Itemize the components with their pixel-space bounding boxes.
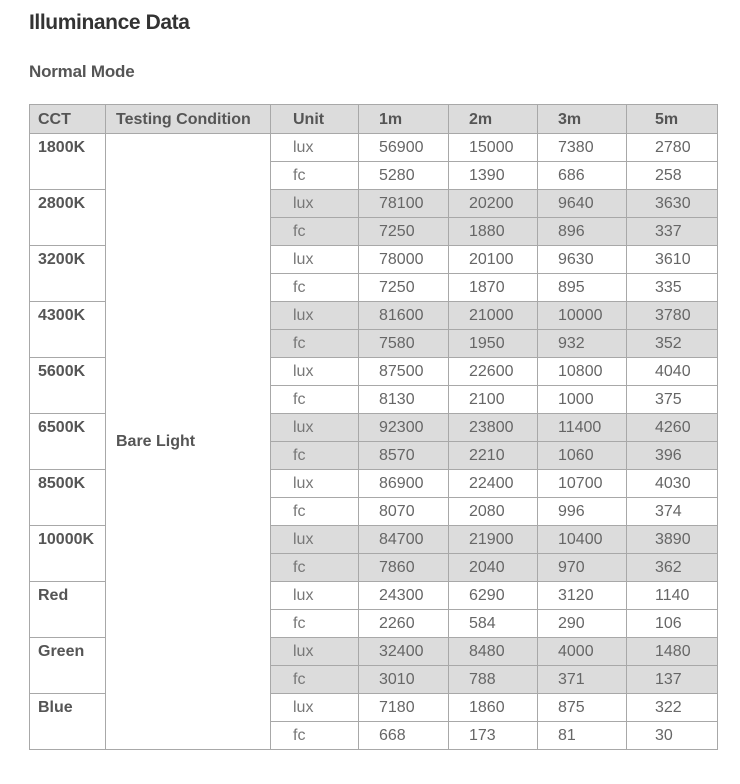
value-cell: 371 — [538, 666, 627, 694]
unit-cell: fc — [271, 274, 359, 302]
unit-cell: fc — [271, 722, 359, 750]
header-testing-condition: Testing Condition — [106, 105, 271, 134]
value-cell: 15000 — [449, 134, 538, 162]
value-cell: 335 — [627, 274, 718, 302]
value-cell: 20100 — [449, 246, 538, 274]
cct-cell: 1800K — [30, 134, 106, 190]
page-title: Illuminance Data — [29, 11, 190, 34]
value-cell: 584 — [449, 610, 538, 638]
cct-cell: 4300K — [30, 302, 106, 358]
value-cell: 106 — [627, 610, 718, 638]
unit-cell: fc — [271, 498, 359, 526]
value-cell: 22400 — [449, 470, 538, 498]
value-cell: 970 — [538, 554, 627, 582]
value-cell: 290 — [538, 610, 627, 638]
unit-cell: fc — [271, 610, 359, 638]
value-cell: 81600 — [359, 302, 449, 330]
value-cell: 258 — [627, 162, 718, 190]
header-5m: 5m — [627, 105, 718, 134]
cct-cell: Blue — [30, 694, 106, 750]
value-cell: 4040 — [627, 358, 718, 386]
value-cell: 3780 — [627, 302, 718, 330]
value-cell: 5280 — [359, 162, 449, 190]
value-cell: 996 — [538, 498, 627, 526]
value-cell: 875 — [538, 694, 627, 722]
cct-cell: Red — [30, 582, 106, 638]
value-cell: 32400 — [359, 638, 449, 666]
value-cell: 668 — [359, 722, 449, 750]
value-cell: 92300 — [359, 414, 449, 442]
unit-cell: fc — [271, 218, 359, 246]
value-cell: 2260 — [359, 610, 449, 638]
value-cell: 7250 — [359, 218, 449, 246]
value-cell: 1880 — [449, 218, 538, 246]
value-cell: 9640 — [538, 190, 627, 218]
value-cell: 362 — [627, 554, 718, 582]
value-cell: 1000 — [538, 386, 627, 414]
value-cell: 87500 — [359, 358, 449, 386]
value-cell: 7380 — [538, 134, 627, 162]
unit-cell: fc — [271, 554, 359, 582]
value-cell: 22600 — [449, 358, 538, 386]
value-cell: 3630 — [627, 190, 718, 218]
unit-cell: fc — [271, 666, 359, 694]
cct-cell: 5600K — [30, 358, 106, 414]
value-cell: 1140 — [627, 582, 718, 610]
value-cell: 352 — [627, 330, 718, 358]
value-cell: 1060 — [538, 442, 627, 470]
value-cell: 896 — [538, 218, 627, 246]
value-cell: 30 — [627, 722, 718, 750]
value-cell: 86900 — [359, 470, 449, 498]
unit-cell: lux — [271, 414, 359, 442]
cct-cell: 3200K — [30, 246, 106, 302]
value-cell: 337 — [627, 218, 718, 246]
unit-cell: fc — [271, 442, 359, 470]
value-cell: 23800 — [449, 414, 538, 442]
value-cell: 686 — [538, 162, 627, 190]
value-cell: 84700 — [359, 526, 449, 554]
unit-cell: lux — [271, 470, 359, 498]
value-cell: 7250 — [359, 274, 449, 302]
value-cell: 2780 — [627, 134, 718, 162]
value-cell: 3120 — [538, 582, 627, 610]
value-cell: 3610 — [627, 246, 718, 274]
value-cell: 81 — [538, 722, 627, 750]
cct-cell: 6500K — [30, 414, 106, 470]
value-cell: 20200 — [449, 190, 538, 218]
value-cell: 2210 — [449, 442, 538, 470]
cct-cell: Green — [30, 638, 106, 694]
unit-cell: lux — [271, 302, 359, 330]
unit-cell: fc — [271, 162, 359, 190]
value-cell: 1860 — [449, 694, 538, 722]
value-cell: 4000 — [538, 638, 627, 666]
value-cell: 1390 — [449, 162, 538, 190]
header-2m: 2m — [449, 105, 538, 134]
value-cell: 895 — [538, 274, 627, 302]
value-cell: 2080 — [449, 498, 538, 526]
value-cell: 10000 — [538, 302, 627, 330]
table-row — [30, 134, 718, 162]
value-cell: 1870 — [449, 274, 538, 302]
unit-cell: fc — [271, 330, 359, 358]
unit-cell: lux — [271, 134, 359, 162]
table-header-row — [30, 105, 718, 134]
unit-cell: lux — [271, 694, 359, 722]
value-cell: 3010 — [359, 666, 449, 694]
header-1m: 1m — [359, 105, 449, 134]
unit-cell: lux — [271, 190, 359, 218]
value-cell: 11400 — [538, 414, 627, 442]
value-cell: 375 — [627, 386, 718, 414]
cct-cell: 10000K — [30, 526, 106, 582]
value-cell: 8480 — [449, 638, 538, 666]
illuminance-table — [29, 104, 718, 750]
table-body — [30, 134, 718, 750]
unit-cell: lux — [271, 582, 359, 610]
unit-cell: lux — [271, 358, 359, 386]
value-cell: 2040 — [449, 554, 538, 582]
value-cell: 9630 — [538, 246, 627, 274]
header-3m: 3m — [538, 105, 627, 134]
value-cell: 932 — [538, 330, 627, 358]
value-cell: 21000 — [449, 302, 538, 330]
value-cell: 322 — [627, 694, 718, 722]
value-cell: 7180 — [359, 694, 449, 722]
value-cell: 21900 — [449, 526, 538, 554]
value-cell: 4260 — [627, 414, 718, 442]
unit-cell: lux — [271, 246, 359, 274]
value-cell: 4030 — [627, 470, 718, 498]
testing-condition-cell: Bare Light — [106, 134, 271, 750]
value-cell: 788 — [449, 666, 538, 694]
value-cell: 78100 — [359, 190, 449, 218]
value-cell: 10400 — [538, 526, 627, 554]
section-subtitle: Normal Mode — [29, 62, 135, 81]
value-cell: 137 — [627, 666, 718, 694]
cct-cell: 2800K — [30, 190, 106, 246]
value-cell: 10700 — [538, 470, 627, 498]
value-cell: 8570 — [359, 442, 449, 470]
cct-cell: 8500K — [30, 470, 106, 526]
value-cell: 173 — [449, 722, 538, 750]
unit-cell: fc — [271, 386, 359, 414]
value-cell: 78000 — [359, 246, 449, 274]
unit-cell: lux — [271, 526, 359, 554]
value-cell: 396 — [627, 442, 718, 470]
value-cell: 2100 — [449, 386, 538, 414]
value-cell: 56900 — [359, 134, 449, 162]
value-cell: 374 — [627, 498, 718, 526]
value-cell: 1950 — [449, 330, 538, 358]
value-cell: 1480 — [627, 638, 718, 666]
value-cell: 7860 — [359, 554, 449, 582]
value-cell: 10800 — [538, 358, 627, 386]
header-unit: Unit — [271, 105, 359, 134]
header-cct: CCT — [30, 105, 106, 134]
value-cell: 6290 — [449, 582, 538, 610]
value-cell: 7580 — [359, 330, 449, 358]
unit-cell: lux — [271, 638, 359, 666]
value-cell: 8070 — [359, 498, 449, 526]
value-cell: 8130 — [359, 386, 449, 414]
value-cell: 3890 — [627, 526, 718, 554]
value-cell: 24300 — [359, 582, 449, 610]
